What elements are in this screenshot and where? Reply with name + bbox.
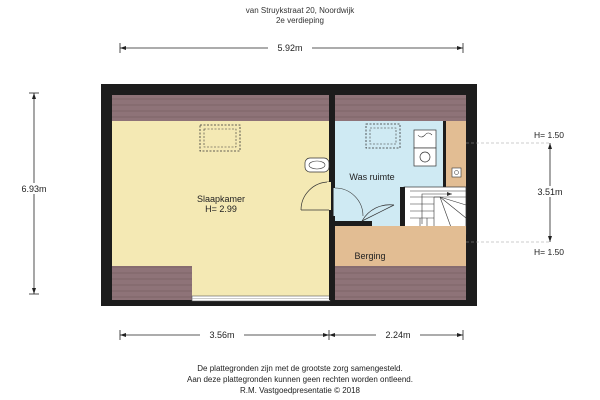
dim-right-height-label: 3.51m <box>537 187 563 197</box>
label-slaapkamer: Slaapkamer <box>196 194 246 204</box>
dimension-right-height <box>466 143 572 242</box>
label-was-ruimte: Was ruimte <box>349 172 395 182</box>
building <box>101 84 477 306</box>
label-h-top: H= 1.50 <box>534 130 565 140</box>
footer-disclaimer-1: De plattegronden zijn met de grootste zorg samengesteld. <box>197 364 403 373</box>
footer-copyright: R.M. Vastgoedpresentatie © 2018 <box>239 386 361 395</box>
label-h-bottom: H= 1.50 <box>534 247 565 257</box>
dimension-left-height <box>12 93 56 294</box>
dim-total-height-label: 6.93m <box>21 184 47 194</box>
roof-slope-bottom-right <box>335 266 466 300</box>
dim-right-width-label: 2.24m <box>385 330 411 340</box>
label-berging: Berging <box>354 251 386 261</box>
floor-subtitle: 2e verdieping <box>275 16 325 25</box>
washing-machine <box>414 130 436 148</box>
dimension-bottom <box>120 329 463 340</box>
footer-disclaimer-2: Aan deze plattegronden kunnen geen rechten worden ontleend. <box>187 375 413 384</box>
address-title: van Struykstraat 20, Noordwijk <box>245 6 355 15</box>
dryer <box>414 148 436 166</box>
dim-total-width-label: 5.92m <box>277 43 303 53</box>
dimension-top-width <box>120 42 463 53</box>
roof-slope-bottom-left <box>112 266 192 300</box>
heater-unit <box>452 168 461 177</box>
dim-left-width-label: 3.56m <box>209 330 235 340</box>
roof-slope-top-left <box>112 95 330 121</box>
label-slaapkamer-height: H= 2.99 <box>205 204 237 214</box>
sink <box>305 158 329 172</box>
roof-slope-top-right <box>335 95 466 121</box>
